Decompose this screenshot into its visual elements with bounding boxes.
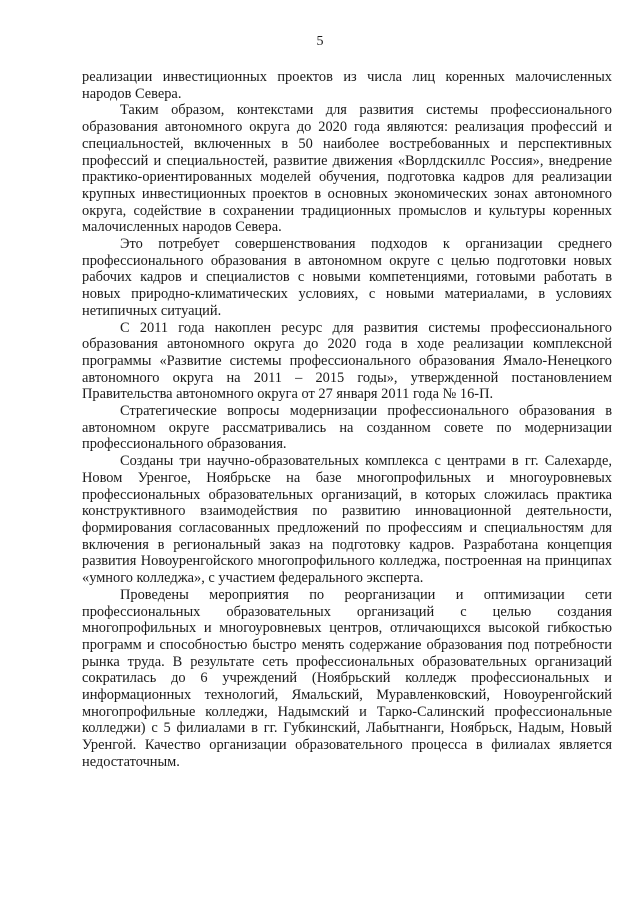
paragraph-strategic-issues: Стратегические вопросы модернизации профессионального образования в автономном округе рассматривались на созданном совете по модернизации профессионального образования. bbox=[82, 403, 612, 453]
paragraph-development-contexts: Таким образом, контекстами для развития системы профессионального образования автономного округа до 2020 года являются: реализация профессий и специальностей, включенных в 50 наиболее востребованных и перспективных профессий и специальностей, развитие движения «Ворлдскиллс Россия», внедрение практико-ориентированных моделей обучения, подготовка кадров для реализации крупных инвестиционных проектов в основных экономических зонах автономного округа, содействие в сохранении традиционных промыслов и культуры коренных малочисленных народов Севера. bbox=[82, 102, 612, 236]
paragraph-2011-resource: С 2011 года накоплен ресурс для развития системы профессионального образования автономного округа до 2020 года в ходе реализации комплексной программы «Развитие системы профессионального образования Ямало-Ненецкого автономного округа на 2011 – 2015 годы», утвержденной постановлением Правительства автономного округа от 27 января 2011 года № 16-П. bbox=[82, 319, 612, 403]
paragraph-scientific-complexes: Созданы три научно-образовательных комплекса с центрами в гг. Салехарде, Новом Уренгое, Ноябрьске на базе многопрофильных и многоуровневых профессиональных образовательных организаций, в которых сложилась практика конструктивного взаимодействия по развитию инновационной деятельности, формирования согласованных предложений по профессиям и специальностям для включения в региональный заказ на подготовку кадров. Разработана концепция развития Новоуренгойского многопрофильного колледжа, построенная на принципах «умного колледжа», с участием федерального эксперта. bbox=[82, 453, 612, 587]
paragraph-network-reorganization: Проведены мероприятия по реорганизации и оптимизации сети профессиональных образовательных организаций с целью создания многопрофильных и многоуровневых центров, отличающихся высокой гибкостью программ и способностью быстро менять содержание образования под потребности рынка труда. В результате сеть профессиональных образовательных организаций сократилась до 6 учреждений (Ноябрьский колледж профессиональных и информационных технологий, Ямальский, Муравленковский, Новоуренгойский многопрофильные колледжи, Надымский и Тарко-Салинский профессиональные колледжи) с 5 филиалами в гг. Губкинский, Лабытнанги, Ноябрьск, Надым, Новый Уренгой. Качество организации образовательного процесса в филиалах является недостаточным. bbox=[82, 586, 612, 770]
page-number: 5 bbox=[316, 34, 324, 49]
paragraph-continuation: реализации инвестиционных проектов из числа лиц коренных малочисленных народов Севера. bbox=[82, 69, 612, 102]
document-body bbox=[82, 69, 612, 771]
paragraph-approach-improvement: Это потребует совершенствования подходов к организации среднего профессионального образования в автономном округе с целью подготовки новых рабочих кадров и специалистов с новыми компетенциями, готовыми работать в новых природно-климатических условиях, с новыми материалами, в условиях нетипичных ситуаций. bbox=[82, 236, 612, 319]
